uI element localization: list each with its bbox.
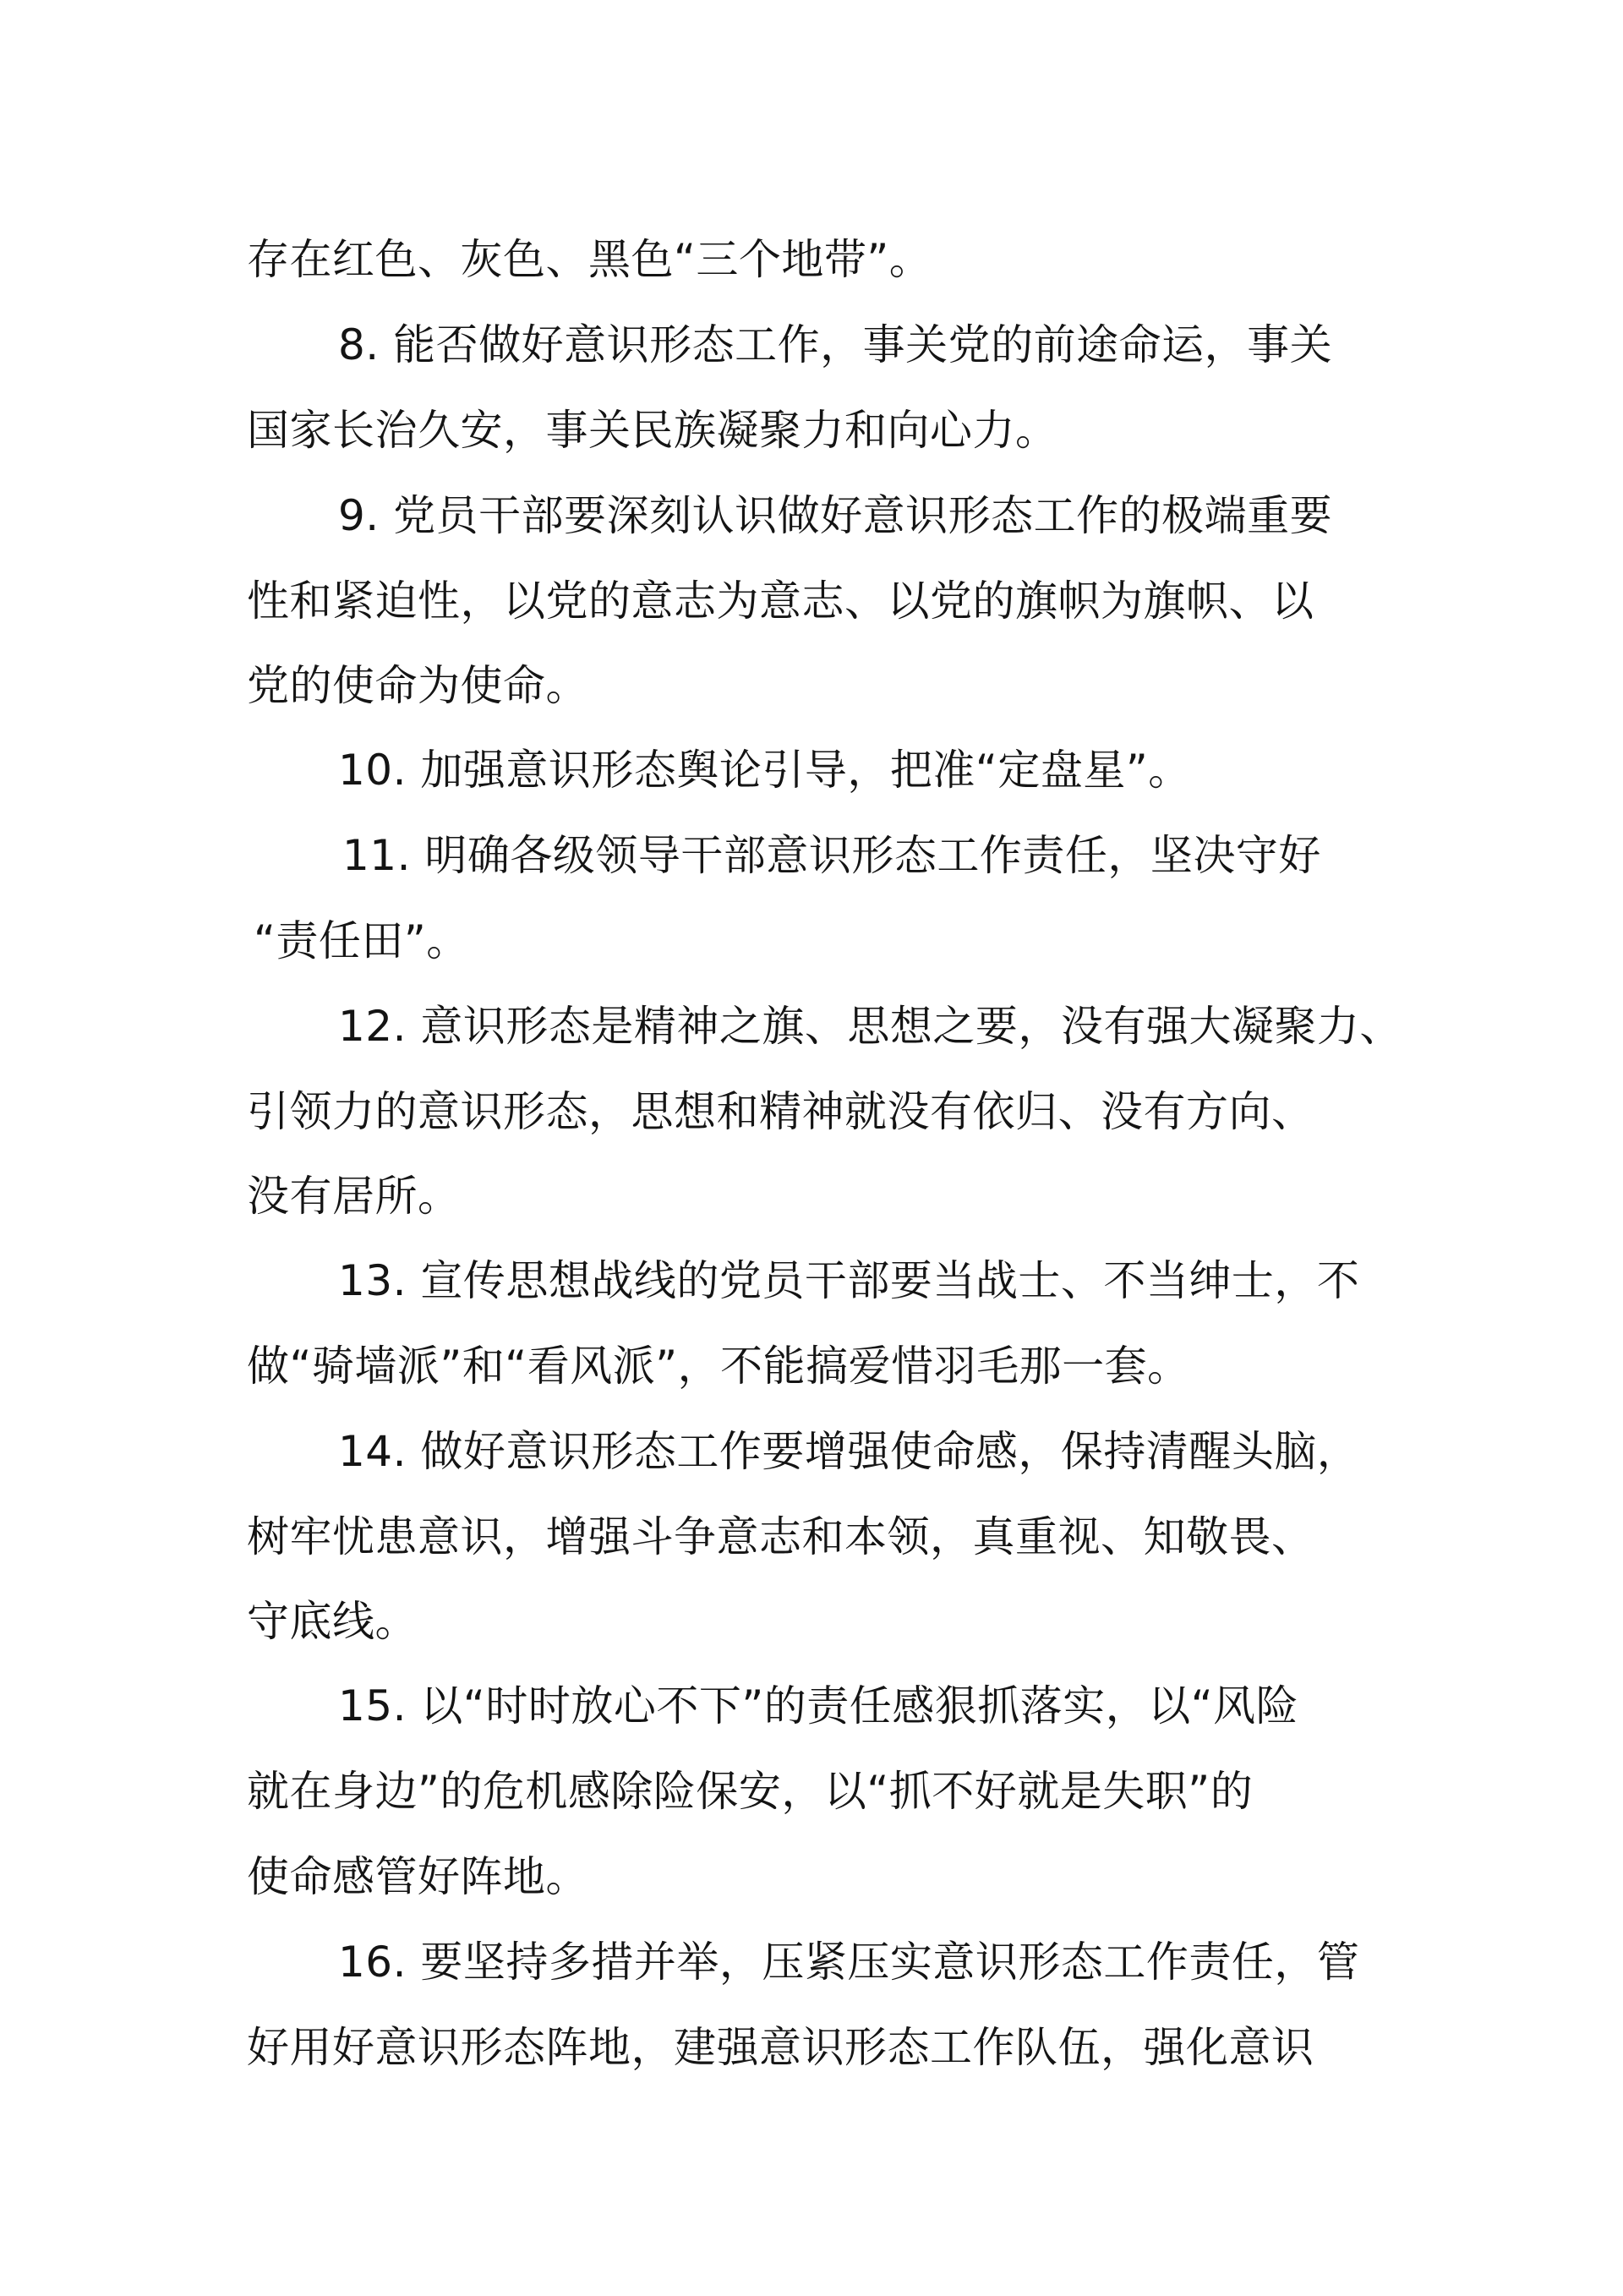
text-line: 11. 明确各级领导干部意识形态工作责任，坚决守好 — [342, 831, 1321, 880]
text-line: “责任田”。 — [254, 916, 469, 965]
text-line: 10. 加强意识形态舆论引导，把准“定盘星”。 — [338, 746, 1191, 795]
text-line: 存在红色、灰色、黑色“三个地带”。 — [247, 235, 932, 284]
text-line: 12. 意识形态是精神之旗、思想之要，没有强大凝聚力、 — [338, 1002, 1402, 1051]
text-line: 9. 党员干部要深刻认识做好意识形态工作的极端重要 — [338, 491, 1333, 540]
text-line: 好用好意识形态阵地，建强意识形态工作队伍，强化意识 — [247, 2023, 1314, 2072]
text-line: 守底线。 — [247, 1597, 418, 1646]
text-line: 8. 能否做好意识形态工作，事关党的前途命运，事关 — [338, 320, 1333, 369]
text-line: 就在身边”的危机感除险保安，以“抓不好就是失职”的 — [247, 1767, 1254, 1816]
text-line: 15. 以“时时放心不下”的责任感狠抓落实，以“风险 — [338, 1681, 1299, 1730]
text-line: 做“骑墙派”和“看风派”，不能搞爱惜羽毛那一套。 — [247, 1342, 1190, 1391]
text-line: 16. 要坚持多措并举，压紧压实意识形态工作责任，管 — [338, 1938, 1360, 1987]
text-line: 使命感管好阵地。 — [247, 1852, 588, 1901]
text-line: 党的使命为使命。 — [247, 661, 588, 710]
text-line: 引领力的意识形态，思想和精神就没有依归、没有方向、 — [247, 1087, 1314, 1136]
text-line: 国家长治久安，事关民族凝聚力和向心力。 — [247, 406, 1058, 455]
text-line: 性和紧迫性，以党的意志为意志、以党的旗帜为旗帜、以 — [247, 577, 1314, 626]
text-line: 13. 宣传思想战线的党员干部要当战士、不当绅士，不 — [338, 1256, 1360, 1305]
text-line: 没有居所。 — [247, 1172, 461, 1221]
text-line: 树牢忧患意识，增强斗争意志和本领，真重视、知敬畏、 — [247, 1512, 1314, 1561]
text-line: 14. 做好意识形态工作要增强使命感，保持清醒头脑， — [338, 1427, 1360, 1476]
